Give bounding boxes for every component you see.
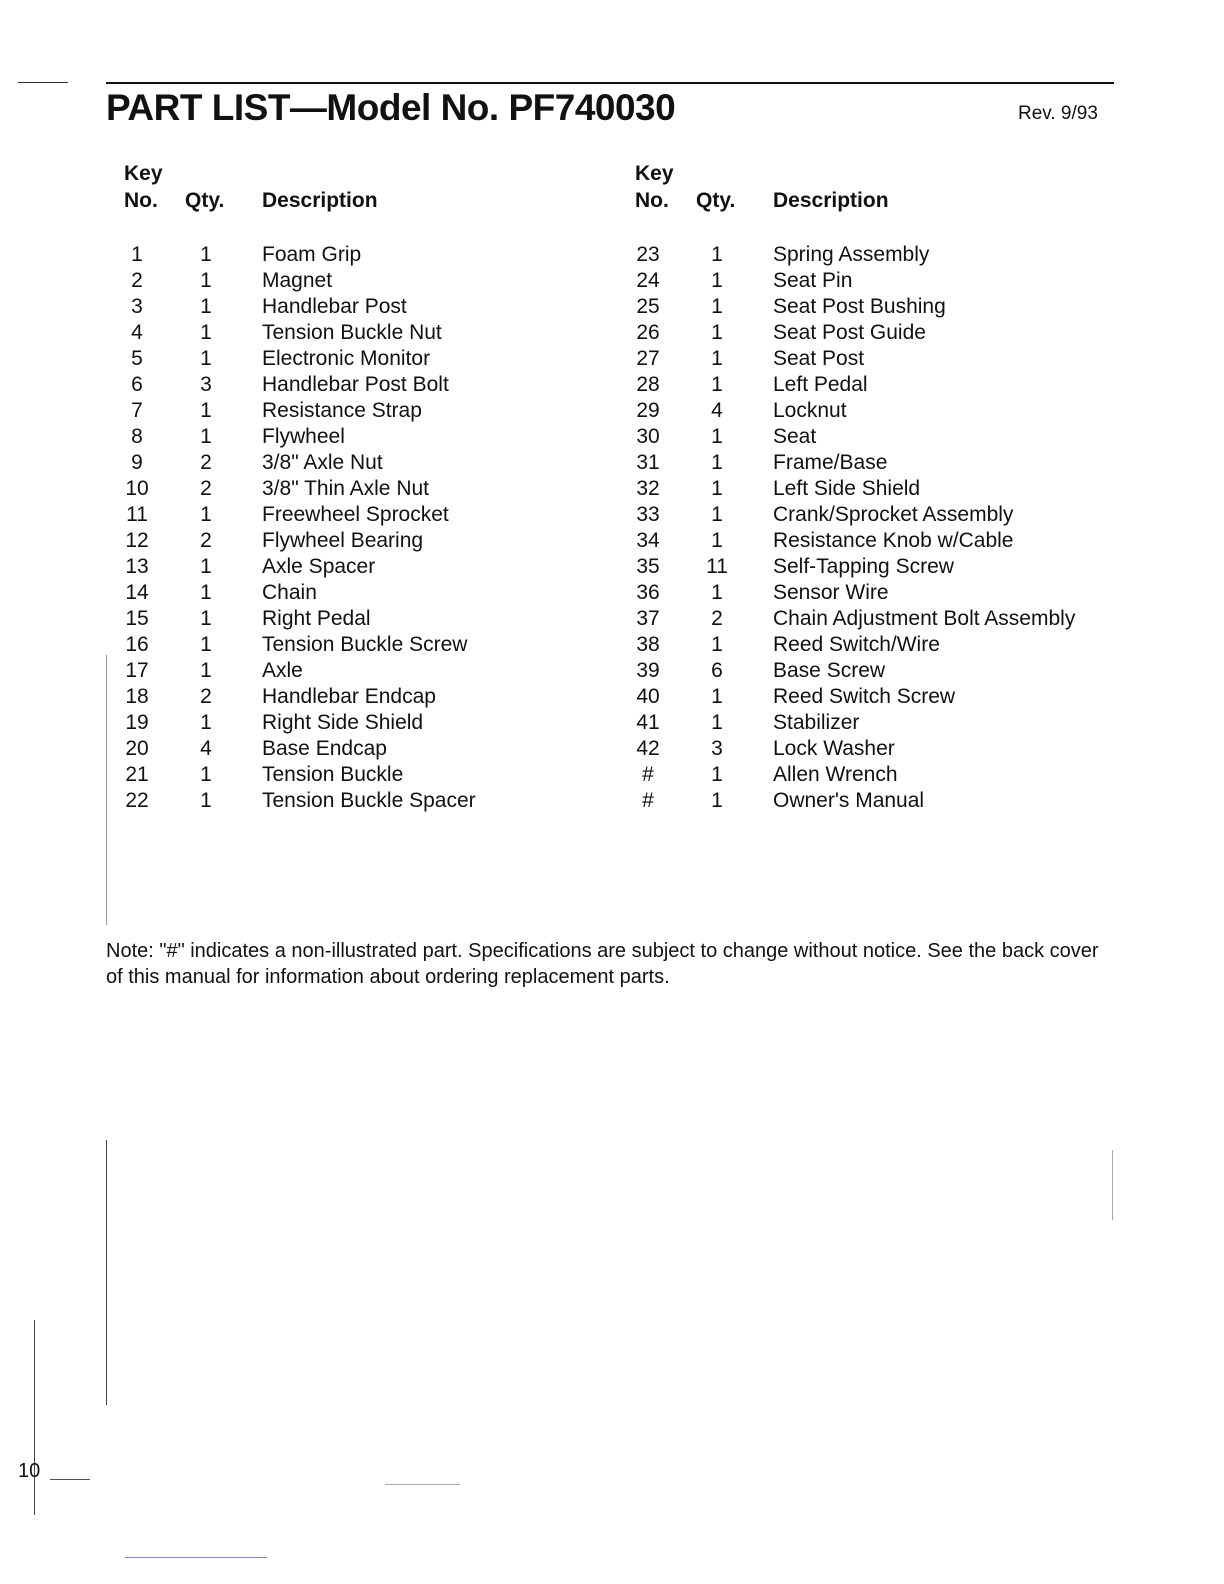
part-key: 30 — [636, 425, 660, 448]
part-key: 16 — [125, 633, 149, 656]
part-description: Right Pedal — [262, 607, 371, 630]
part-key: 28 — [636, 373, 660, 396]
header-key-line2: No. — [124, 189, 158, 212]
part-key: 4 — [131, 321, 143, 344]
part-qty: 1 — [711, 451, 723, 474]
part-key: 9 — [131, 451, 143, 474]
part-key: 10 — [125, 477, 149, 500]
part-key: 33 — [636, 503, 660, 526]
part-key: 15 — [125, 607, 149, 630]
part-qty: 1 — [711, 373, 723, 396]
part-key: 24 — [636, 269, 660, 292]
part-key: 7 — [131, 399, 143, 422]
note-paragraph: Note: "#" indicates a non-illustrated part. Specifications are subject to change without notice. See the back cover of this manual for information about ordering replacement parts. — [106, 940, 1099, 988]
part-qty: 1 — [200, 633, 212, 656]
scan-margin-line — [34, 1320, 35, 1515]
part-qty: 1 — [200, 243, 212, 266]
part-description: Frame/Base — [773, 451, 888, 474]
part-qty: 1 — [200, 321, 212, 344]
part-key: 42 — [636, 737, 660, 760]
part-key: 37 — [636, 607, 660, 630]
part-description: Axle — [262, 659, 303, 682]
part-key: 6 — [131, 373, 143, 396]
part-key: 13 — [125, 555, 149, 578]
part-description: Magnet — [262, 269, 333, 292]
part-description: Locknut — [773, 399, 847, 422]
part-qty: 1 — [711, 347, 723, 370]
part-key: 38 — [636, 633, 660, 656]
part-qty: 2 — [200, 685, 212, 708]
part-description: Stabilizer — [773, 711, 860, 734]
part-description: Tension Buckle Spacer — [262, 789, 476, 812]
part-key: 5 — [131, 347, 143, 370]
part-qty: 1 — [711, 269, 723, 292]
part-key: 18 — [125, 685, 149, 708]
part-key: 2 — [131, 269, 143, 292]
part-description: Resistance Strap — [262, 399, 422, 422]
part-qty: 1 — [711, 581, 723, 604]
part-qty: 6 — [711, 659, 723, 682]
part-description: Owner's Manual — [773, 789, 925, 812]
part-description: Handlebar Endcap — [262, 685, 436, 708]
part-key: # — [642, 789, 654, 812]
part-description: Handlebar Post — [262, 295, 407, 318]
part-description: Flywheel — [262, 425, 345, 448]
part-key: 40 — [636, 685, 660, 708]
part-key: 35 — [636, 555, 660, 578]
part-qty: 11 — [706, 555, 728, 578]
part-qty: 1 — [711, 295, 723, 318]
part-description: Base Endcap — [262, 737, 387, 760]
part-description: Tension Buckle Screw — [262, 633, 468, 656]
part-qty: 1 — [711, 685, 723, 708]
part-key: 29 — [636, 399, 660, 422]
part-key: 26 — [636, 321, 660, 344]
part-qty: 1 — [711, 321, 723, 344]
part-key: 12 — [125, 529, 149, 552]
part-description: Resistance Knob w/Cable — [773, 529, 1014, 552]
part-description: Tension Buckle Nut — [262, 321, 442, 344]
header-qty: Qty. — [696, 189, 736, 212]
part-description: Flywheel Bearing — [262, 529, 424, 552]
part-qty: 1 — [200, 347, 212, 370]
part-key: 8 — [131, 425, 143, 448]
part-description: Seat Post — [773, 347, 865, 370]
part-description: 3/8" Thin Axle Nut — [262, 477, 429, 500]
part-key: 11 — [126, 503, 148, 526]
part-key: 23 — [636, 243, 660, 266]
part-qty: 1 — [200, 295, 212, 318]
part-description: Sensor Wire — [773, 581, 889, 604]
part-qty: 1 — [200, 607, 212, 630]
part-qty: 1 — [200, 711, 212, 734]
part-description: Handlebar Post Bolt — [262, 373, 449, 396]
scan-margin-line — [106, 655, 107, 925]
part-key: 3 — [131, 295, 143, 318]
part-qty: 2 — [711, 607, 723, 630]
part-qty: 1 — [200, 425, 212, 448]
part-qty: 2 — [200, 451, 212, 474]
part-qty: 1 — [711, 633, 723, 656]
part-qty: 3 — [200, 373, 212, 396]
part-key: 39 — [636, 659, 660, 682]
part-qty: 4 — [200, 737, 212, 760]
header-description: Description — [262, 189, 378, 212]
part-description: Lock Washer — [773, 737, 895, 760]
part-qty: 1 — [200, 503, 212, 526]
part-key: 34 — [636, 529, 660, 552]
part-description: Electronic Monitor — [262, 347, 431, 370]
part-qty: 2 — [200, 529, 212, 552]
part-qty: 1 — [200, 399, 212, 422]
part-qty: 1 — [200, 555, 212, 578]
part-description: Chain — [262, 581, 317, 604]
part-key: 27 — [636, 347, 660, 370]
part-description: Left Pedal — [773, 373, 868, 396]
page-title: PART LIST—Model No. PF740030 — [106, 87, 676, 128]
part-key: 14 — [125, 581, 149, 604]
scan-margin-line — [106, 1140, 107, 1405]
revision-label: Rev. 9/93 — [1018, 103, 1098, 124]
part-description: Axle Spacer — [262, 555, 376, 578]
part-description: Freewheel Sprocket — [262, 503, 449, 526]
part-key: 20 — [125, 737, 149, 760]
part-description: Reed Switch/Wire — [773, 633, 940, 656]
part-qty: 1 — [200, 659, 212, 682]
part-key: 36 — [636, 581, 660, 604]
part-description: Left Side Shield — [773, 477, 921, 500]
part-description: Allen Wrench — [773, 763, 898, 786]
part-qty: 1 — [711, 711, 723, 734]
part-key: 25 — [636, 295, 660, 318]
part-description: Crank/Sprocket Assembly — [773, 503, 1014, 526]
part-description: Base Screw — [773, 659, 886, 682]
part-description: Seat Post Bushing — [773, 295, 946, 318]
part-qty: 3 — [711, 737, 723, 760]
page-number: 10 — [18, 1460, 41, 1482]
scan-dash — [50, 1479, 90, 1480]
header-qty: Qty. — [185, 189, 225, 212]
header-key-line1: Key — [635, 162, 674, 185]
part-description: Self-Tapping Screw — [773, 555, 954, 578]
part-key: 31 — [636, 451, 660, 474]
header-key-line1: Key — [124, 162, 163, 185]
part-qty: 1 — [711, 243, 723, 266]
scan-margin-line — [1112, 1150, 1113, 1220]
part-qty: 1 — [711, 477, 723, 500]
part-key: 19 — [125, 711, 149, 734]
part-qty: 4 — [711, 399, 723, 422]
scan-dash — [385, 1484, 460, 1485]
part-description: Seat — [773, 425, 817, 448]
part-description: Seat Post Guide — [773, 321, 926, 344]
header-key-line2: No. — [635, 189, 669, 212]
part-qty: 1 — [200, 789, 212, 812]
part-key: 41 — [636, 711, 660, 734]
part-qty: 1 — [711, 529, 723, 552]
scan-rule-stub — [18, 82, 68, 83]
part-qty: 1 — [711, 425, 723, 448]
part-key: 17 — [125, 659, 149, 682]
part-qty: 1 — [200, 269, 212, 292]
part-qty: 1 — [200, 581, 212, 604]
part-qty: 1 — [711, 763, 723, 786]
part-qty: 1 — [200, 763, 212, 786]
part-description: Seat Pin — [773, 269, 853, 292]
part-qty: 1 — [711, 503, 723, 526]
part-key: # — [642, 763, 654, 786]
part-key: 22 — [125, 789, 149, 812]
part-qty: 1 — [711, 789, 723, 812]
part-key: 21 — [125, 763, 149, 786]
scan-bottom-rule — [125, 1557, 267, 1558]
part-description: Chain Adjustment Bolt Assembly — [773, 607, 1076, 630]
part-description: 3/8" Axle Nut — [262, 451, 383, 474]
part-description: Reed Switch Screw — [773, 685, 956, 708]
part-key: 32 — [636, 477, 660, 500]
part-description: Spring Assembly — [773, 243, 930, 266]
header-description: Description — [773, 189, 889, 212]
part-description: Foam Grip — [262, 243, 362, 266]
header-rule — [106, 82, 1114, 84]
part-description: Right Side Shield — [262, 711, 424, 734]
part-key: 1 — [131, 243, 143, 266]
part-description: Tension Buckle — [262, 763, 404, 786]
part-qty: 2 — [200, 477, 212, 500]
